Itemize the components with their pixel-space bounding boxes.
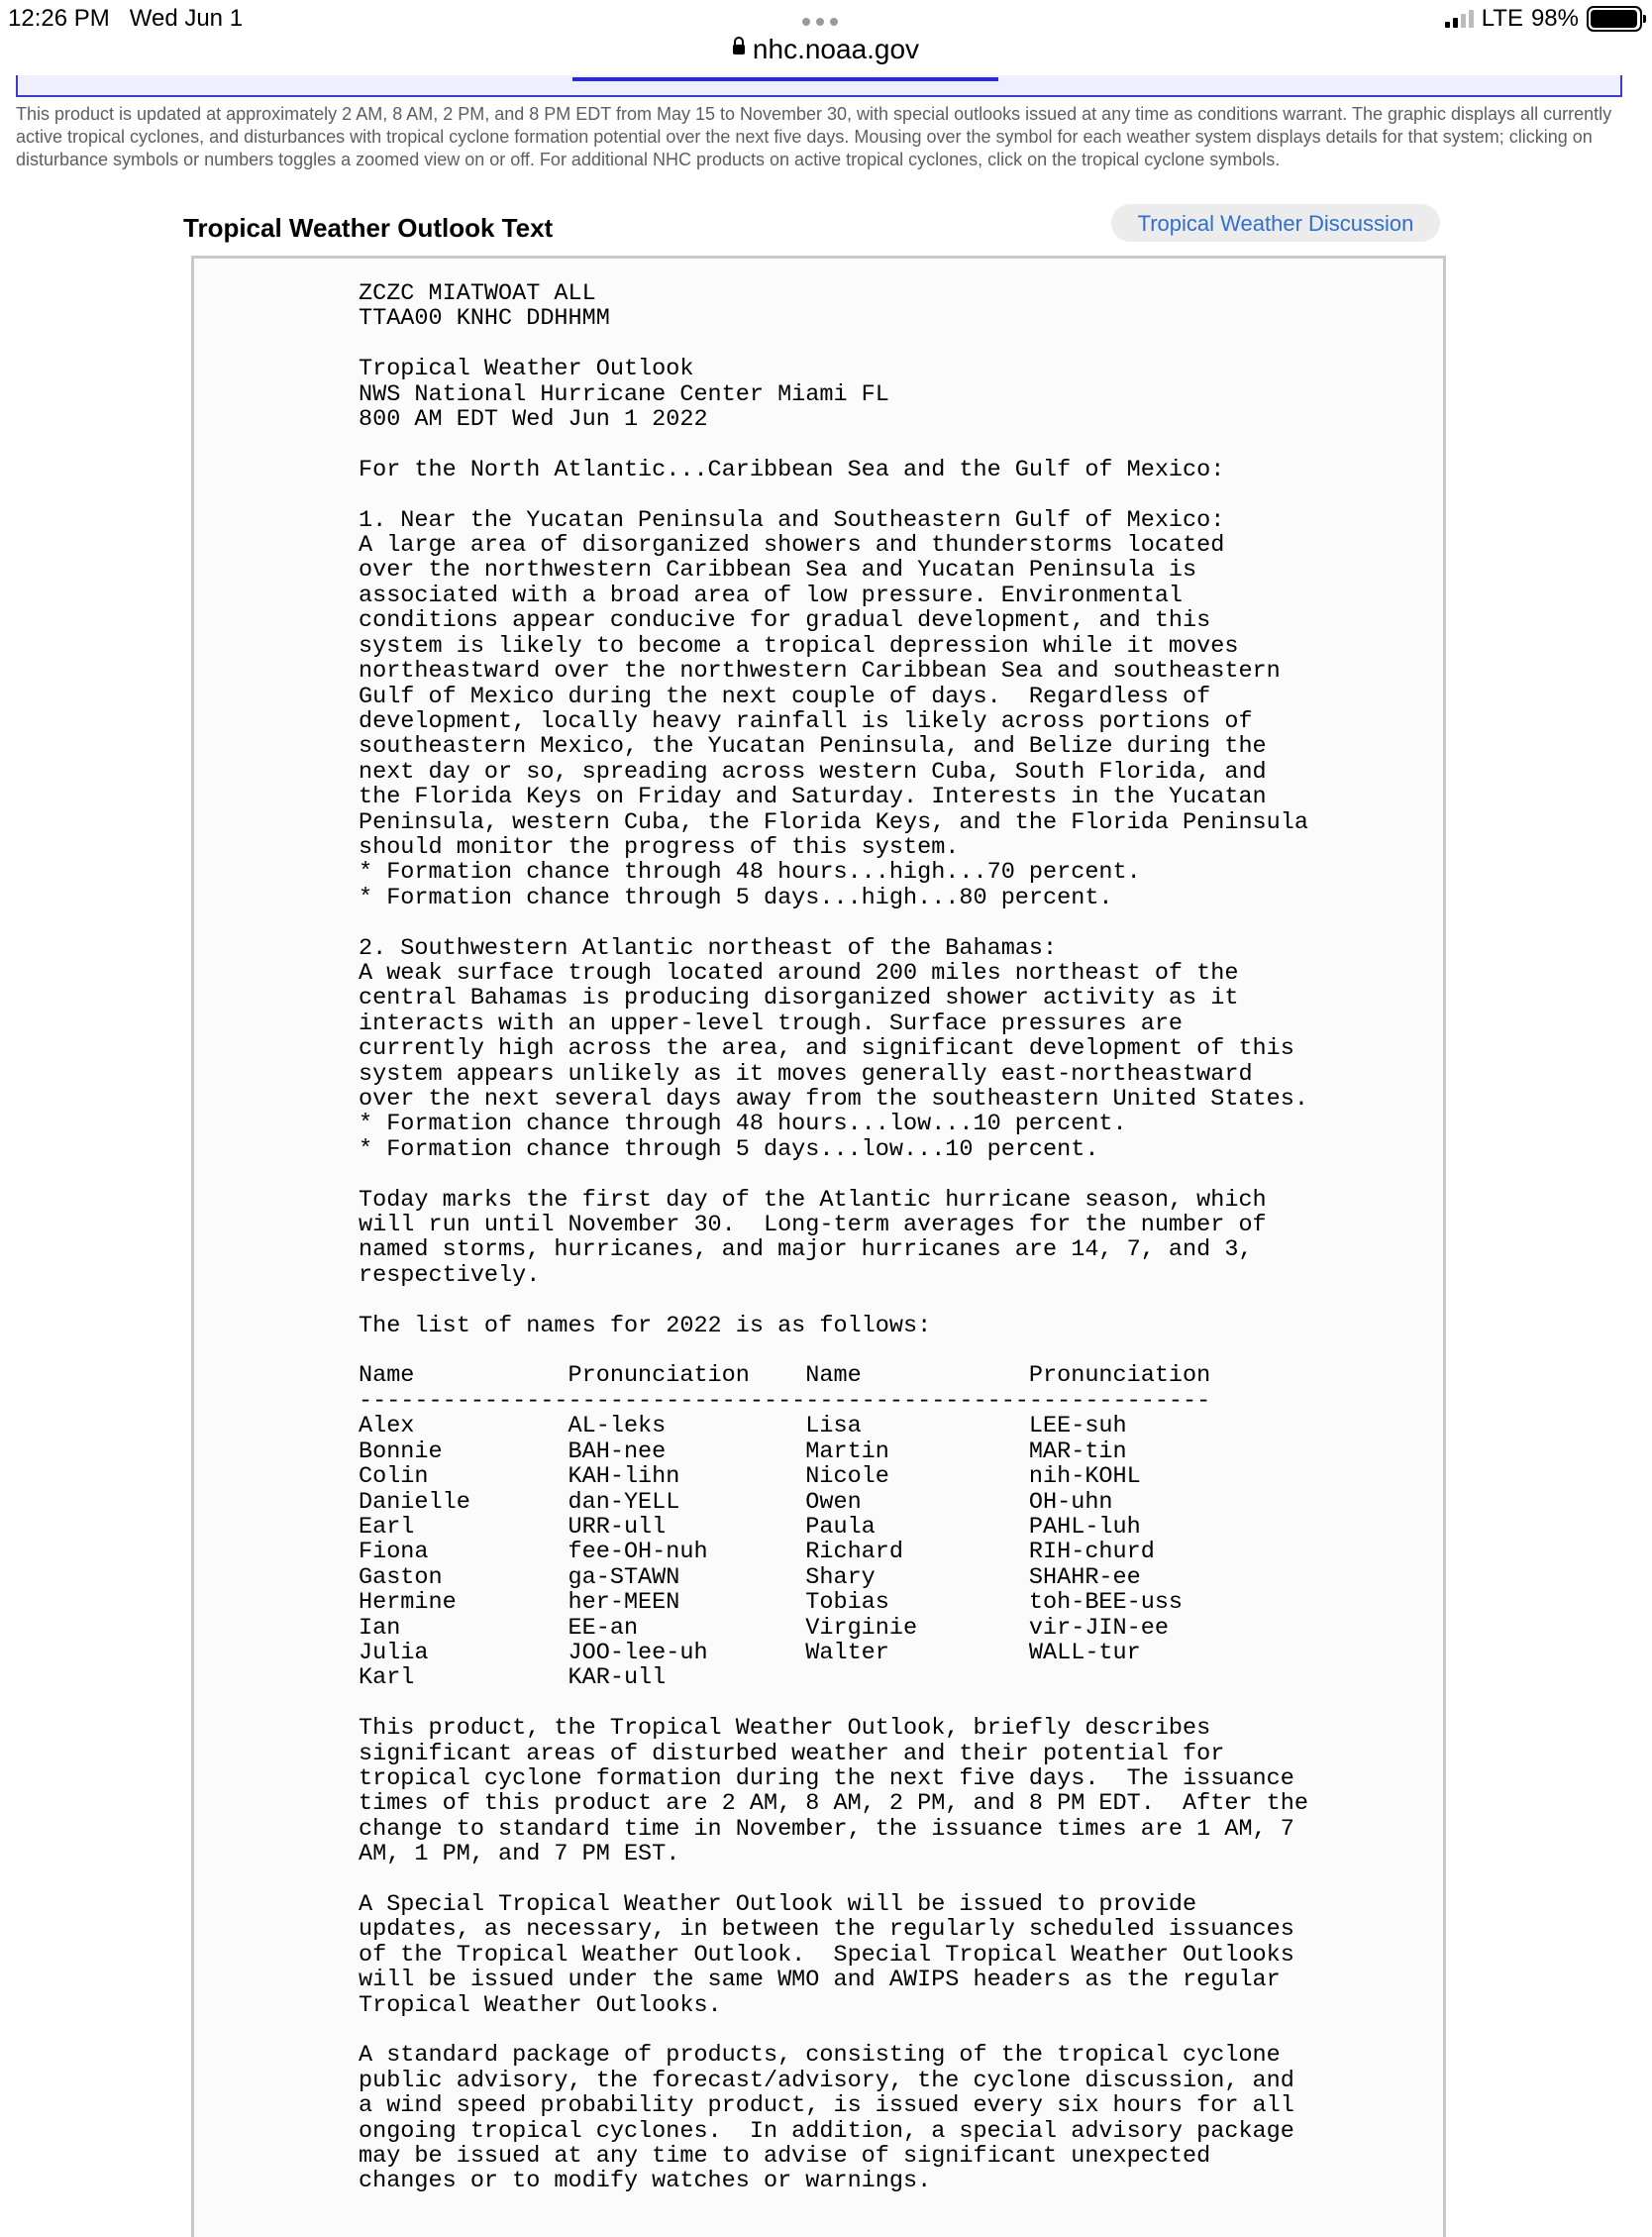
tropical-weather-discussion-button[interactable]: Tropical Weather Discussion <box>1111 204 1440 242</box>
section-title: Tropical Weather Outlook Text <box>183 213 554 243</box>
status-time-date <box>8 5 243 33</box>
network-type: LTE <box>1481 5 1523 32</box>
address-bar[interactable] <box>0 34 1652 65</box>
lock-icon <box>733 45 745 54</box>
outlook-text: ZCZC MIATWOAT ALL TTAA00 KNHC DDHHMM Tropical Weather Outlook NWS National Hurricane Center Miami FL 800 AM EDT Wed Jun 1 2022 For the North Atlantic...Caribbean Sea and the Gulf of Mexico: 1. Near the Yucatan Peninsula and Southeastern Gulf of Mexico: A large area of disorganized showers and thunderstorms located over the northwestern Caribbean Sea and Yucatan Peninsula is associated with a broad area of low pressure. Environmental conditions appear conducive for gradual development, and this system is likely to become a tropical depression while it moves northeastward over the northwestern Caribbean Sea and southeastern Gulf of Mexico during the next couple of days. Regardless of development, locally heavy rainfall is likely across portions of southeastern Mexico, the Yucatan Peninsula, and Belize during the next day or so, spreading across western Cuba, South Florida, and the Florida Keys on Friday and Saturday. Interests in the Yucatan Peninsula, western Cuba, the Florida Keys, and the Florida Peninsula should monitor the progress of this system. * Formation chance through 48 hours...high...70 percent. * Formation chance through 5 days...high...80 percent. 2. Southwestern Atlantic northeast of the Bahamas: A weak surface trough located around 200 miles northeast of the central Bahamas is producing disorganized shower activity as it interacts with an upper-level trough. Surface pressures are currently high across the area, and significant development of this system appears unlikely as it moves generally east-northeastward over the next several days away from the southeastern United States. * Formation chance through 48 hours...low...10 percent. * Formation chance through 5 days...low...10 percent. Today marks the first day of the Atlantic hurricane season, which will run until November 30. Long-term averages for the number of named storms, hurricanes, and major hurricanes are 14, 7, and 3, respectively. The list of names for 2022 is as follows: Name Pronunciation Name Pronunciation ------------------------------------------------------------- Alex AL-leks Lisa LEE-suh Bonnie BAH-nee Martin MAR-tin Colin KAH-lihn Nicole nih-KOHL Danielle dan-YELL Owen OH-uhn Earl URR-ull Paula PAHL-luh Fiona fee-OH-nuh Richard RIH-churd Gaston ga-STAWN Shary SHAHR-ee Hermine her-MEEN Tobias toh-BEE-uss Ian EE-an Virginie vir-JIN-ee Julia JOO-lee-uh Walter WALL-tur Karl KAR-ull This product, the Tropical Weather Outlook, briefly describes significant areas of disturbed weather and their potential for tropical cyclone formation during the next five days. The issuance times of this product are 2 AM, 8 AM, 2 PM, and 8 PM EDT. After the change to standard time in November, the issuance times are 1 AM, 7 AM, 1 PM, and 7 PM EST. A Special Tropical Weather Outlook will be issued to provide updates, as necessary, in between the regularly scheduled issuances of the Tropical Weather Outlook. Special Tropical Weather Outlooks will be issued under the same WMO and AWIPS headers as the regular Tropical Weather Outlooks. A standard package of products, consisting of the tropical cyclone public advisory, the forecast/advisory, the cyclone discussion, and a wind speed probability product, is issued every six hours for all ongoing tropical cyclones. In addition, a special advisory package may be issued at any time to advise of significant unexpected changes or to modify watches or warnings. <box>359 280 1308 2195</box>
url-text: nhc.noaa.gov <box>752 34 920 64</box>
status-date: Wed Jun 1 <box>129 5 244 32</box>
product-info-text: This product is updated at approximately 2 AM, 8 AM, 2 PM, and 8 PM EDT from May 15 to November 30, with special outlooks issued at any time as conditions warrant. The graphic displays all currently active tropical cyclones, and disturbances with tropical cyclone formation potential over the next five days. Mousing over the symbol for each weather system displays details for that system; clicking on disturbance symbols or numbers toggles a zoomed view on or off. For additional NHC products on active tropical cyclones, click on the tropical cyclone symbols. <box>16 104 1612 169</box>
battery-icon <box>1587 6 1642 32</box>
tab-overview-dots-icon[interactable] <box>802 18 838 26</box>
outlook-banner-cropped <box>16 75 1622 97</box>
status-indicators <box>1445 5 1642 33</box>
status-time: 12:26 PM <box>8 5 110 32</box>
cellular-signal-icon <box>1445 10 1474 28</box>
battery-percent: 98% <box>1530 5 1579 32</box>
